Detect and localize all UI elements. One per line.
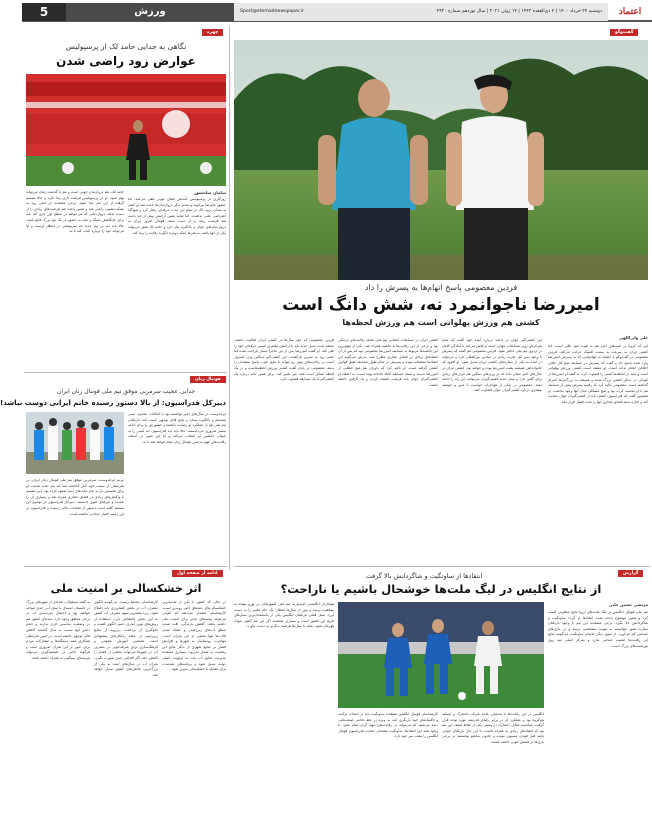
kicker-continued: ادامه از صفحه اول	[172, 570, 223, 577]
story-column: این کشتی‌گیر جوان در ادامه درباره آینده خود گفت که تمام تمرکزش روی مسابقات جهانی است و تلاش می‌کند با آمادگی کامل در اردوی تیم ملی حاضر شود. فردین معصومی هم گفت که پسرش با وجود سن کم، تجربه زیادی در میادین بین‌المللی دارد و می‌تواند در آینده به یکی از ستاره‌های کشتی ایران تبدیل شود. او افزود که خانواده‌اش همیشه پشت امیررضا بوده و خواهد بود. کشتی ایران در سال‌های اخیر نشان داده که در وزن‌های سنگین هم حرف‌های زیادی برای گفتن دارد و نسل جدید کشتی‌گیران می‌توانند این راه را ادامه دهند. معصومی در پایان از هواداران خواست با صبر و حوصله بیشتری درباره کشتی‌گیران جوان قضاوت کنند.	[442, 338, 542, 393]
email-link[interactable]: Sport@etemadnewspaper.ir	[240, 9, 305, 14]
story-headline: امیررضا ناجوانمرد نه، شش دانگ است	[282, 295, 600, 315]
byline: مرتضی حسین خانی	[608, 602, 648, 607]
left-top-subtitle: نگاهی به جدایی حامد لک از پرسپولیس	[65, 42, 187, 51]
byline: علی ولی‌اللهی	[618, 335, 648, 340]
women-team-photo	[26, 412, 124, 474]
story-column: حامد لک، هم دروازه‌بان خوبی است و هم با گذشت زمان می‌تواند بهتر شود. او در پرسپولیس فرصت بازی پیدا نکرد و حالا تصمیم گرفته از این تیم جدا شود. برخی معتقدند او خیلی زود به نیمکت‌نشینی راضی شد و همین باعث شد فرصت‌های زیادی را از دست بدهد. دروازه‌بانی که می‌خواهد در سطح اول بازی کند باید برای جایگاهش بجنگد و نباید به حضور در یک تیم بزرگ قانع باشد. حالا باید دید در تیم جدید چه سرنوشتی در انتظار اوست و آیا می‌تواند خود را دوباره اثبات کند یا نه.	[26, 190, 124, 234]
kicker-face: چهره	[202, 29, 223, 36]
story-column: فردین معصومی که خود سال‌ها در کشتی ایران فعالیت داشته، معتقد است نسل جدید باید با آرامش بیشتری مسیر حرفه‌ای خود را طی کند. او گفت امیررضا پس از این ماجرا بسیار ناراحت شده اما خیلی زود به تمرین بازگشت. این کشتی‌گیر سنگین وزن امیدوار است در رقابت‌های پیش رو بتواند با نتایج خوب پاسخ منتقدان را بدهد. معصومی در پایان گفت کشتی ورزش لحظه‌هاست و در یک لحظه ممکن است همه چیز تغییر کند، برای همین نباید درباره یک کشتی‌گیر با یک مسابقه قضاوت کرد.	[234, 338, 334, 382]
newspaper-logo: اعتماد	[618, 7, 642, 17]
left-mid-title: دبیرکل فدراسیون: از بالا دستور رسیده خاتم ایرانی دوست نباشد!	[0, 399, 226, 407]
section-divider	[234, 566, 650, 567]
section-divider	[24, 566, 227, 567]
story-column: در حالی که کشور با یکی از شدیدترین خشکسالی‌های دهه‌های اخیر روبه‌رو است، کارشناسان هشدار می‌دهند که کم‌آبی می‌تواند پیامدهای جدی برای امنیت ملی داشته باشد. کاهش بارندگی، افت شدید سطح آب‌های زیرزمینی و خشک شدن تالاب‌ها تنها بخشی از این بحران است. مهاجرت روستاییان به شهرها و افزایش فشار بر منابع شهری از دیگر نتایج این وضعیت به شمار می‌رود. بسیاری معتقدند مدیریت منابع آب باید به اولویت اصلی دولت تبدیل شود و برنامه‌های بلندمدت برای مقابله با خشکسالی تدوین شود.	[162, 600, 226, 672]
wrestlers-photo	[234, 40, 648, 280]
wrestlers-photo-image	[234, 40, 648, 280]
dateline: دوشنبه ۲۴ خرداد ۱۴۰۰ | ۴ ذی‌القعده ۱۴۴۲ | ۱۴ ژوئن ۲۰۲۱ | سال نوزدهم شماره ۴۹۳۰	[436, 9, 602, 14]
women-team-photo-image	[26, 412, 124, 474]
story-column: کارشناسان فوتبال انگلیس معتقدند ساوتگیت باید در انتخاب ترکیب و تاکتیک‌های خود بازنگری کند. به ویژه در خط دفاعی ضعف‌هایی دیده می‌شود که می‌تواند در رقابت‌های مهم گران تمام شود. با وجود همه این انتقادها، ساوتگیت همچنان حمایت فدراسیون فوتبال انگلیس را پشت سر خود دارد.	[338, 712, 438, 739]
story-deck: کشتی هم ورزش پهلوانی است هم ورزش لحظه‌ها	[342, 318, 540, 327]
story-column: ایراندوست در سال‌های اخیر توانسته بود با امکانات محدود، تیمی منسجم و باانگیزه بسازد و نتایج قابل توجهی کسب کند. بازیکنان تیم ملی هم از عملکرد او رضایت داشتند و حضورش را برای ادامه مسیر ضروری می‌دانستند. حالا باید دید فدراسیون چه کسی را به عنوان جانشین او انتخاب می‌کند و آیا این تغییر در آستانه رقابت‌های مهم به ضرر فوتبال زنان تمام خواهد شد یا نه.	[128, 412, 226, 444]
byline: سلمان سلحشور	[194, 190, 226, 195]
section-divider	[24, 372, 227, 373]
goalkeeper-photo-image	[26, 74, 226, 186]
left-top-title: عوارض زود راضی شدن	[56, 54, 196, 68]
story-column: تیم ملی فوتبال انگلیس در لیگ ملت‌های اروپا نتایج متفاوتی کسب کرد و همین موضوع باعث شده انتقادها از گرت ساوتگیت و شاگردانش بالا بگیرد. برخی معتقدند این تیم با وجود بازیکنان ستاره، هنوز نتوانسته به هویت مشخصی برسد و در بازی‌های حساس کم می‌آورد. از سوی دیگر حامیان ساوتگیت می‌گویند نتایج این رقابت‌ها اهمیت چندانی ندارد و تمرکز اصلی تیم روی تورنمنت‌های بزرگ است.	[548, 610, 648, 648]
page-number: 5	[22, 3, 66, 21]
kicker-report: گزارش	[618, 570, 643, 577]
story-subtitle: فردین معصومی پاسخ اتهام‌ها به پسرش را داد	[364, 283, 518, 292]
kicker-interview: گفت‌وگو	[610, 29, 638, 36]
goalkeeper-photo	[26, 74, 226, 186]
left-bottom-title: اثر خشکسالی بر امنیت ملی	[50, 582, 202, 595]
story-column: کارشناسان محیط زیست می‌گویند الگوی مصرف آب در بخش کشاورزی باید اصلاح شود، زیرا بیشترین سهم مصرف آب کشور به این بخش اختصاص دارد. استفاده از روش‌های نوین آبیاری، تغییر الگوی کشت و جلوگیری از برداشت بی‌رویه از منابع زیرزمینی از جمله راهکارهای پیشنهادی است. همچنین آموزش عمومی و فرهنگ‌سازی برای صرفه‌جویی در مصرف آب در شهرها می‌تواند بخشی از فشار را کاهش دهد. اگر اقدامی جدی صورت نگیرد، بحران آب در سال‌های آینده به یکی از بزرگ‌ترین چالش‌های کشور تبدیل خواهد شد.	[94, 600, 158, 677]
football-match-photo	[338, 602, 544, 708]
story-column: هواداران انگلیسی امیدوارند تیم ملی کشورشان در یورو بتواند به موفقیت برسد و پس از سال‌ها انتظار، یک جام معتبر را به دست آورد. نسل فعلی بازیکنان انگلیس یکی از بااستعدادترین نسل‌های تاریخ این کشور است و بسیاری معتقدند اگر این تیم اکنون نتواند قهرمان شود، شاید تا سال‌ها فرصت دیگری به دست نیاورد.	[234, 602, 334, 629]
right-bottom-title: از نتایج انگلیس در لیگ ملت‌ها خوشحال باشیم یا ناراحت؟	[280, 582, 602, 596]
story-column: به گفته مسئولان، تعدادی از شهرهای بزرگ در تابستان امسال با تنش آبی جدی مواجه خواهند بود و احتمال جیره‌بندی آب در برخی مناطق وجود دارد. سدهای کشور هم در وضعیت مناسبی قرار ندارند و حجم ذخایر آنها نسبت به سال گذشته کاهش قابل توجهی داشته است. در چنین شرایطی همکاری همه دستگاه‌ها و مشارکت مردم برای عبور از این بحران ضروری است و هرگونه تاخیر در تصمیم‌گیری می‌تواند هزینه‌های سنگینی به همراه داشته باشد.	[26, 600, 90, 660]
football-match-photo-image	[338, 602, 544, 708]
story-column: کشتی ایران در مسابقات انتخابی تیم ملی شاهد رقابت‌های نزدیکی بود و برخی از این رقابت‌ها با حاشیه همراه شد. یکی از مهم‌ترین این حاشیه‌ها مربوط به مسابقه امیررضا معصومی بود که پس از آن انتقادهای زیادی در فضای مجازی مطرح شد. پدرش می‌گوید این انتقادها منصفانه نبوده و پسرش در تمام طول مسابقه طبق قوانین کشتی گرفته است. او تاکید کرد که داوران هم هیچ خطایی از امیررضا ندیدند و نتیجه مسابقه کاملا عادلانه بوده است. به اعتقاد او کشتی‌گیران جوان باید فرصت اشتباه کردن و یاد گرفتن داشته باشند.	[338, 338, 438, 387]
kicker-women-football: فوتبال زنان	[190, 376, 226, 383]
story-column: مریم ایراندوست، سرمربی موفق تیم ملی فوتبال زنان ایران، در شرایطی از سمت خود کنار گذاشته شد که تیم تحت هدایت او برای نخستین بار به جام ملت‌های آسیا صعود کرده بود. این تصمیم با واکنش‌های زیادی در فضای مجازی همراه شد و بسیاری آن را عجیب و غیرقابل قبول دانستند. دبیرکل فدراسیون در توضیح این تصمیم گفته است دستور از مقامات بالاتر رسیده و فدراسیون در این زمینه اختیار چندانی نداشته است.	[26, 478, 124, 516]
dateline-strip	[234, 3, 608, 21]
story-column: این که کرونا در شب‌های اخیر هم به قوت خود باقی است، اما کشتی ایران به سرعت به سمت المپیک حرکت می‌کند. فردین معصومی در گفت‌وگو با اعتماد به اتهام‌هایی که به پسرش امیررضا وارد شده پاسخ داد و گفت که پسرش در مسابقه هیچ کار خلاف اخلاقی انجام نداده است. او معتقد است کشتی ورزش پهلوانی است و نباید در لحظه‌ها کسی را قضاوت کرد. به گفته او امیررضا از کودکی در سالن کشتی بزرگ شده و همیشه به بزرگ‌ترها احترام گذاشته است. معصومی تاکید کرد که رقیب پسرش پیش از مسابقه هم با او صحبت کرده بود و هیچ مشکلی میان آنها وجود نداشت. او همچنین گفت که فدراسیون کشتی باید از کشتی‌گیران جوان حمایت کند و اجازه ندهد فضای مجازی آنها را تحت فشار قرار دهد.	[548, 344, 648, 404]
section-name: ورزش	[66, 3, 234, 21]
column-divider	[229, 26, 230, 570]
right-bottom-subtitle: انتقادها از ساوتگیت و شاگردانش بالا گرفت	[365, 572, 483, 580]
story-column: انگلیس در این رقابت‌ها با تیم‌هایی مانند بلژیک، دانمارک و ایسلند هم‌گروه بود و عملکرد آن در برابر رقبای قدرتمند مورد توجه قرار گرفت. شکست مقابل دانمارک در ومبلی یکی از نقاط ضعف این تیم بود که انتقادهای زیادی به همراه داشت. با این حال بازیکنان جوانی مانند فیل فودن، میسون مونت و جادون سانچو توانستند در برخی بازی‌ها درخشش خوبی داشته باشند.	[442, 712, 544, 744]
story-column: روزگاری در پرسپولیس آمدنش اتفاق خوبی تلقی می‌شد، اما حضور علیرضا بیرانوند و بعدتر دیگر دروازه‌بان‌ها باعث شد او کمتر به میدان برود. لک در تمام این مدت حرفه‌ای رفتار کرد و هیچ‌گاه اعتراضی علنی نداشت، اما شاید همین آرامش بیش از حد باعث شد فرصت رشد را از دست بدهد. فوتبال امروز ایران به دروازه‌بان‌های جوان و باانگیزه نیاز دارد و حامد لک هنوز می‌تواند یکی از آنها باشد، به شرط اینکه دوباره انگیزه رقابت را پیدا کند.	[128, 197, 226, 235]
left-mid-subtitle: جدایی عجیب سرمربی موفق تیم ملی فوتبال زنان ایران	[56, 388, 196, 395]
